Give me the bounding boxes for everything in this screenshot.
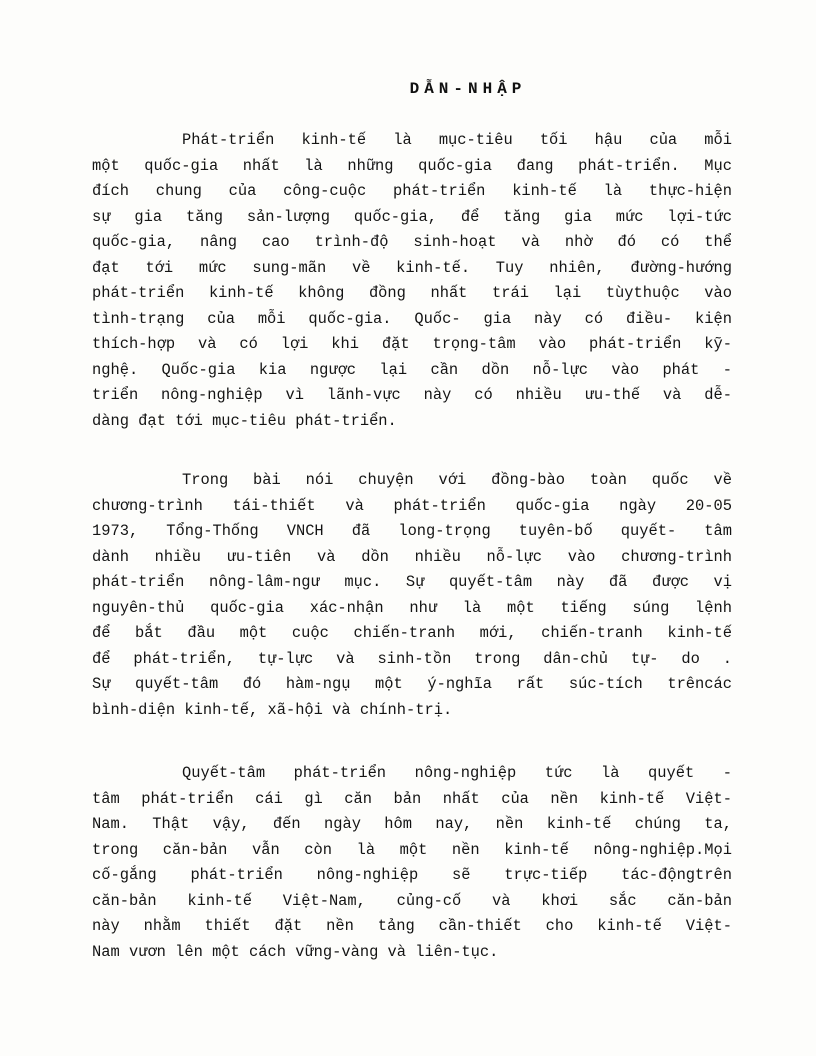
paragraph-line: sự gia tăng sản-lượng quốc-gia, để tăng gia mức lợi-tức xyxy=(92,207,732,226)
paragraph-line: Trong bài nói chuyện với đồng-bào toàn quốc về xyxy=(182,471,732,489)
paragraph-line: cố-gắng phát-triển nông-nghiệp sẽ trực-tiếp tác-độngtrên xyxy=(92,866,732,884)
paragraph-line: để bắt đầu một cuộc chiến-tranh mới, chiến-tranh kinh-tế xyxy=(92,624,732,642)
paragraph-line: dành nhiều ưu-tiên và dồn nhiều nỗ-lực vào chương-trình xyxy=(92,547,732,566)
paragraph-line: đạt tới mức sung-mãn về kinh-tế. Tuy nhiên, đường-hướng xyxy=(92,258,732,277)
paragraph-line: để phát-triển, tự-lực và sinh-tồn trong dân-chủ tự- do . xyxy=(92,649,732,668)
paragraph-3 xyxy=(92,761,732,965)
paragraph-line: chương-trình tái-thiết và phát-triển quốc-gia ngày 20-05 xyxy=(92,496,732,515)
paragraph-line: một quốc-gia nhất là những quốc-gia đang phát-triển. Mục xyxy=(92,156,732,175)
paragraph-line: triển nông-nghiệp vì lãnh-vực này có nhiều ưu-thế và dễ- xyxy=(92,386,732,404)
paragraph-line: căn-bản kinh-tế Việt-Nam, củng-cố và khơi sắc căn-bản xyxy=(92,891,732,910)
paragraph-line: Quyết-tâm phát-triển nông-nghiệp tức là quyết - xyxy=(182,764,732,782)
paragraph-line: thích-hợp và có lợi khi đặt trọng-tâm vào phát-triển kỹ- xyxy=(92,335,732,353)
paragraph-line: 1973, Tổng-Thống VNCH đã long-trọng tuyên-bố quyết- tâm xyxy=(92,522,732,540)
paragraph-line: Sự quyết-tâm đó hàm-ngụ một ý-nghĩa rất súc-tích trêncác xyxy=(92,675,732,693)
paragraph-line: bình-diện kinh-tế, xã-hội và chính-trị. xyxy=(92,700,453,719)
paragraph-line: Nam. Thật vậy, đến ngày hôm nay, nền kinh-tế chúng ta, xyxy=(92,815,732,833)
paragraph-line: phát-triển nông-lâm-ngư mục. Sự quyết-tâm này đã được vị xyxy=(92,573,732,591)
paragraph-line: dàng đạt tới mục-tiêu phát-triển. xyxy=(92,411,397,430)
paragraph-line: nghệ. Quốc-gia kia ngược lại cần dồn nỗ-lực vào phát - xyxy=(92,360,732,379)
paragraph-2 xyxy=(92,468,732,723)
paragraph-line: nguyên-thủ quốc-gia xác-nhận như là một tiếng súng lệnh xyxy=(92,598,732,617)
paragraph-1 xyxy=(92,128,732,434)
page-title: DẪN-NHẬP xyxy=(409,80,527,98)
paragraph-line: Nam vươn lên một cách vững-vàng và liên-tục. xyxy=(92,942,499,961)
paragraph-line: tình-trạng của mỗi quốc-gia. Quốc- gia này có điều- kiện xyxy=(92,309,732,328)
paragraph-line: quốc-gia, nâng cao trình-độ sinh-hoạt và nhờ đó có thể xyxy=(92,233,732,251)
paragraph-line: phát-triển kinh-tế không đồng nhất trái lại tùythuộc vào xyxy=(92,284,732,302)
paragraph-line: đích chung của công-cuộc phát-triển kinh-tế là thực-hiện xyxy=(92,182,732,200)
paragraph-line: này nhằm thiết đặt nền tảng cần-thiết cho kinh-tế Việt- xyxy=(92,917,732,935)
paragraph-line: trong căn-bản vẫn còn là một nền kinh-tế nông-nghiệp.Mọi xyxy=(92,840,732,859)
paragraph-line: tâm phát-triển cái gì căn bản nhất của nền kinh-tế Việt- xyxy=(92,789,732,808)
paragraph-line: Phát-triển kinh-tế là mục-tiêu tối hậu của mỗi xyxy=(182,131,732,149)
